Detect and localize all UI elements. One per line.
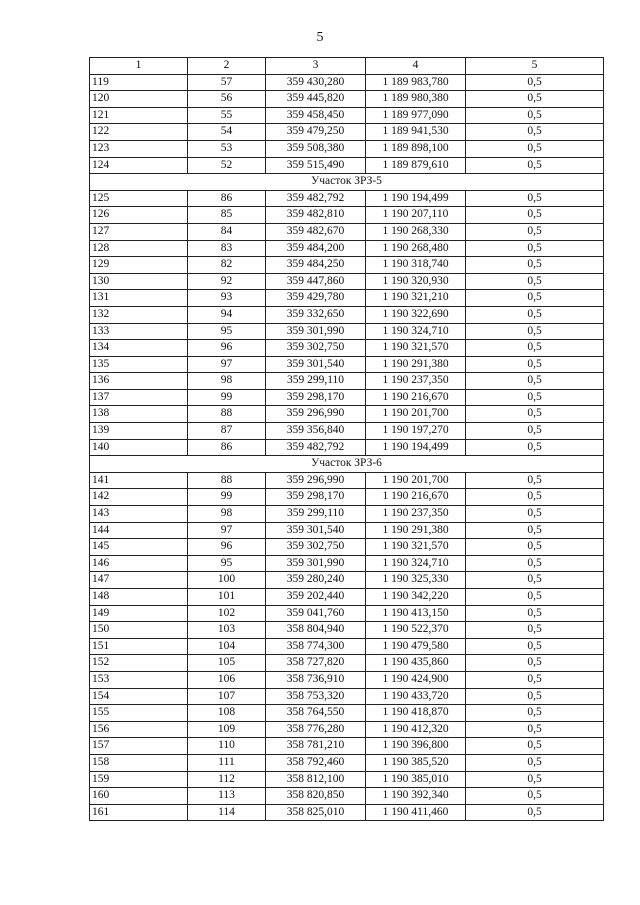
x-coordinate-cell: 359 302,750 (266, 340, 366, 357)
x-coordinate-cell: 359 298,170 (266, 389, 366, 406)
accuracy-cell: 0,5 (466, 124, 604, 141)
y-coordinate-cell: 1 190 237,350 (366, 506, 466, 523)
point-number-cell: 106 (188, 671, 266, 688)
y-coordinate-cell: 1 190 392,340 (366, 788, 466, 805)
point-number-cell: 82 (188, 257, 266, 274)
x-coordinate-cell: 359 296,990 (266, 406, 366, 423)
table-row (90, 671, 604, 688)
y-coordinate-cell: 1 190 411,460 (366, 804, 466, 821)
accuracy-cell: 0,5 (466, 705, 604, 722)
row-number-cell: 131 (90, 290, 188, 307)
x-coordinate-cell: 359 430,280 (266, 74, 366, 91)
table-row (90, 406, 604, 423)
x-coordinate-cell: 359 301,990 (266, 555, 366, 572)
point-number-cell: 109 (188, 721, 266, 738)
table-row (90, 754, 604, 771)
accuracy-cell: 0,5 (466, 240, 604, 257)
y-coordinate-cell: 1 190 216,670 (366, 489, 466, 506)
row-number-cell: 158 (90, 754, 188, 771)
point-number-cell: 95 (188, 555, 266, 572)
y-coordinate-cell: 1 190 201,700 (366, 406, 466, 423)
accuracy-cell: 0,5 (466, 506, 604, 523)
point-number-cell: 95 (188, 323, 266, 340)
row-number-cell: 151 (90, 638, 188, 655)
x-coordinate-cell: 359 482,792 (266, 190, 366, 207)
y-coordinate-cell: 1 190 291,380 (366, 522, 466, 539)
point-number-cell: 99 (188, 489, 266, 506)
x-coordinate-cell: 358 753,320 (266, 688, 366, 705)
accuracy-cell: 0,5 (466, 589, 604, 606)
table-row (90, 738, 604, 755)
row-number-cell: 145 (90, 539, 188, 556)
header-col-4: 4 (366, 58, 466, 75)
accuracy-cell: 0,5 (466, 472, 604, 489)
coordinates-table (89, 57, 604, 821)
table-row (90, 306, 604, 323)
row-number-cell: 135 (90, 356, 188, 373)
row-number-cell: 142 (90, 489, 188, 506)
accuracy-cell: 0,5 (466, 91, 604, 108)
point-number-cell: 86 (188, 439, 266, 456)
accuracy-cell: 0,5 (466, 671, 604, 688)
y-coordinate-cell: 1 189 898,100 (366, 140, 466, 157)
x-coordinate-cell: 359 280,240 (266, 572, 366, 589)
x-coordinate-cell: 359 458,450 (266, 107, 366, 124)
row-number-cell: 128 (90, 240, 188, 257)
accuracy-cell: 0,5 (466, 522, 604, 539)
table-row (90, 605, 604, 622)
x-coordinate-cell: 359 429,780 (266, 290, 366, 307)
row-number-cell: 134 (90, 340, 188, 357)
point-number-cell: 53 (188, 140, 266, 157)
y-coordinate-cell: 1 190 324,710 (366, 555, 466, 572)
table-row (90, 323, 604, 340)
y-coordinate-cell: 1 190 479,580 (366, 638, 466, 655)
table-header (90, 58, 604, 75)
point-number-cell: 83 (188, 240, 266, 257)
x-coordinate-cell: 359 515,490 (266, 157, 366, 174)
y-coordinate-cell: 1 190 320,930 (366, 273, 466, 290)
x-coordinate-cell: 359 296,990 (266, 472, 366, 489)
point-number-cell: 98 (188, 506, 266, 523)
y-coordinate-cell: 1 190 396,800 (366, 738, 466, 755)
accuracy-cell: 0,5 (466, 638, 604, 655)
point-number-cell: 112 (188, 771, 266, 788)
y-coordinate-cell: 1 190 201,700 (366, 472, 466, 489)
accuracy-cell: 0,5 (466, 406, 604, 423)
accuracy-cell: 0,5 (466, 804, 604, 821)
y-coordinate-cell: 1 190 291,380 (366, 356, 466, 373)
table-row (90, 555, 604, 572)
table-row (90, 655, 604, 672)
accuracy-cell: 0,5 (466, 323, 604, 340)
point-number-cell: 57 (188, 74, 266, 91)
x-coordinate-cell: 359 302,750 (266, 539, 366, 556)
row-number-cell: 139 (90, 423, 188, 440)
point-number-cell: 111 (188, 754, 266, 771)
y-coordinate-cell: 1 190 412,320 (366, 721, 466, 738)
point-number-cell: 103 (188, 622, 266, 639)
row-number-cell: 122 (90, 124, 188, 141)
x-coordinate-cell: 359 298,170 (266, 489, 366, 506)
row-number-cell: 137 (90, 389, 188, 406)
y-coordinate-cell: 1 190 418,870 (366, 705, 466, 722)
y-coordinate-cell: 1 190 322,690 (366, 306, 466, 323)
table-row (90, 124, 604, 141)
accuracy-cell: 0,5 (466, 738, 604, 755)
table-row (90, 389, 604, 406)
row-number-cell: 146 (90, 555, 188, 572)
row-number-cell: 138 (90, 406, 188, 423)
y-coordinate-cell: 1 189 980,380 (366, 91, 466, 108)
point-number-cell: 85 (188, 207, 266, 224)
row-number-cell: 148 (90, 589, 188, 606)
y-coordinate-cell: 1 190 433,720 (366, 688, 466, 705)
point-number-cell: 92 (188, 273, 266, 290)
y-coordinate-cell: 1 190 424,900 (366, 671, 466, 688)
table-row (90, 721, 604, 738)
x-coordinate-cell: 358 825,010 (266, 804, 366, 821)
accuracy-cell: 0,5 (466, 223, 604, 240)
x-coordinate-cell: 359 041,760 (266, 605, 366, 622)
x-coordinate-cell: 358 812,100 (266, 771, 366, 788)
row-number-cell: 123 (90, 140, 188, 157)
table-row (90, 589, 604, 606)
y-coordinate-cell: 1 190 321,570 (366, 539, 466, 556)
table-row (90, 207, 604, 224)
table-row (90, 373, 604, 390)
accuracy-cell: 0,5 (466, 423, 604, 440)
accuracy-cell: 0,5 (466, 257, 604, 274)
accuracy-cell: 0,5 (466, 754, 604, 771)
row-number-cell: 153 (90, 671, 188, 688)
x-coordinate-cell: 358 820,850 (266, 788, 366, 805)
x-coordinate-cell: 359 202,440 (266, 589, 366, 606)
section-title: Участок ЗРЗ-6 (90, 456, 604, 473)
accuracy-cell: 0,5 (466, 140, 604, 157)
y-coordinate-cell: 1 190 318,740 (366, 257, 466, 274)
table-row (90, 107, 604, 124)
point-number-cell: 93 (188, 290, 266, 307)
x-coordinate-cell: 359 482,792 (266, 439, 366, 456)
accuracy-cell: 0,5 (466, 605, 604, 622)
x-coordinate-cell: 359 482,670 (266, 223, 366, 240)
x-coordinate-cell: 358 736,910 (266, 671, 366, 688)
accuracy-cell: 0,5 (466, 622, 604, 639)
point-number-cell: 107 (188, 688, 266, 705)
point-number-cell: 113 (188, 788, 266, 805)
table-row (90, 290, 604, 307)
y-coordinate-cell: 1 190 207,110 (366, 207, 466, 224)
table-row (90, 140, 604, 157)
row-number-cell: 126 (90, 207, 188, 224)
accuracy-cell: 0,5 (466, 771, 604, 788)
point-number-cell: 54 (188, 124, 266, 141)
accuracy-cell: 0,5 (466, 373, 604, 390)
accuracy-cell: 0,5 (466, 721, 604, 738)
table-row (90, 506, 604, 523)
x-coordinate-cell: 359 301,540 (266, 522, 366, 539)
x-coordinate-cell: 358 774,300 (266, 638, 366, 655)
x-coordinate-cell: 359 479,250 (266, 124, 366, 141)
accuracy-cell: 0,5 (466, 555, 604, 572)
table-row (90, 771, 604, 788)
point-number-cell: 96 (188, 539, 266, 556)
table-row (90, 190, 604, 207)
x-coordinate-cell: 359 299,110 (266, 373, 366, 390)
y-coordinate-cell: 1 190 197,270 (366, 423, 466, 440)
accuracy-cell: 0,5 (466, 340, 604, 357)
point-number-cell: 88 (188, 406, 266, 423)
row-number-cell: 156 (90, 721, 188, 738)
point-number-cell: 105 (188, 655, 266, 672)
y-coordinate-cell: 1 190 413,150 (366, 605, 466, 622)
x-coordinate-cell: 358 727,820 (266, 655, 366, 672)
accuracy-cell: 0,5 (466, 273, 604, 290)
y-coordinate-cell: 1 190 194,499 (366, 439, 466, 456)
row-number-cell: 127 (90, 223, 188, 240)
x-coordinate-cell: 359 445,820 (266, 91, 366, 108)
point-number-cell: 52 (188, 157, 266, 174)
table-row (90, 257, 604, 274)
y-coordinate-cell: 1 190 237,350 (366, 373, 466, 390)
accuracy-cell: 0,5 (466, 489, 604, 506)
accuracy-cell: 0,5 (466, 389, 604, 406)
accuracy-cell: 0,5 (466, 655, 604, 672)
y-coordinate-cell: 1 189 879,610 (366, 157, 466, 174)
row-number-cell: 124 (90, 157, 188, 174)
accuracy-cell: 0,5 (466, 190, 604, 207)
accuracy-cell: 0,5 (466, 539, 604, 556)
x-coordinate-cell: 359 356,840 (266, 423, 366, 440)
table-row (90, 688, 604, 705)
row-number-cell: 125 (90, 190, 188, 207)
section-row (90, 456, 604, 473)
table-row (90, 472, 604, 489)
row-number-cell: 133 (90, 323, 188, 340)
x-coordinate-cell: 358 776,280 (266, 721, 366, 738)
row-number-cell: 144 (90, 522, 188, 539)
table-row (90, 240, 604, 257)
accuracy-cell: 0,5 (466, 157, 604, 174)
x-coordinate-cell: 359 508,380 (266, 140, 366, 157)
y-coordinate-cell: 1 190 325,330 (366, 572, 466, 589)
row-number-cell: 136 (90, 373, 188, 390)
x-coordinate-cell: 359 484,200 (266, 240, 366, 257)
table-row (90, 273, 604, 290)
x-coordinate-cell: 359 332,650 (266, 306, 366, 323)
point-number-cell: 97 (188, 356, 266, 373)
y-coordinate-cell: 1 189 941,530 (366, 124, 466, 141)
table-row (90, 91, 604, 108)
row-number-cell: 157 (90, 738, 188, 755)
row-number-cell: 143 (90, 506, 188, 523)
point-number-cell: 104 (188, 638, 266, 655)
header-col-1: 1 (90, 58, 188, 75)
x-coordinate-cell: 359 482,810 (266, 207, 366, 224)
table-row (90, 340, 604, 357)
point-number-cell: 108 (188, 705, 266, 722)
row-number-cell: 120 (90, 91, 188, 108)
table-row (90, 572, 604, 589)
point-number-cell: 99 (188, 389, 266, 406)
row-number-cell: 141 (90, 472, 188, 489)
section-row (90, 174, 604, 191)
y-coordinate-cell: 1 190 522,370 (366, 622, 466, 639)
accuracy-cell: 0,5 (466, 788, 604, 805)
x-coordinate-cell: 358 781,210 (266, 738, 366, 755)
header-col-2: 2 (188, 58, 266, 75)
table-row (90, 423, 604, 440)
y-coordinate-cell: 1 190 321,210 (366, 290, 466, 307)
table-row (90, 788, 604, 805)
accuracy-cell: 0,5 (466, 306, 604, 323)
header-col-5: 5 (466, 58, 604, 75)
y-coordinate-cell: 1 190 435,860 (366, 655, 466, 672)
point-number-cell: 96 (188, 340, 266, 357)
y-coordinate-cell: 1 189 977,090 (366, 107, 466, 124)
x-coordinate-cell: 359 484,250 (266, 257, 366, 274)
point-number-cell: 56 (188, 91, 266, 108)
table-row (90, 622, 604, 639)
accuracy-cell: 0,5 (466, 207, 604, 224)
x-coordinate-cell: 358 764,550 (266, 705, 366, 722)
table-row (90, 638, 604, 655)
y-coordinate-cell: 1 190 268,480 (366, 240, 466, 257)
y-coordinate-cell: 1 190 321,570 (366, 340, 466, 357)
accuracy-cell: 0,5 (466, 290, 604, 307)
y-coordinate-cell: 1 190 324,710 (366, 323, 466, 340)
table-row (90, 439, 604, 456)
accuracy-cell: 0,5 (466, 688, 604, 705)
header-col-3: 3 (266, 58, 366, 75)
y-coordinate-cell: 1 190 342,220 (366, 589, 466, 606)
row-number-cell: 149 (90, 605, 188, 622)
row-number-cell: 121 (90, 107, 188, 124)
accuracy-cell: 0,5 (466, 572, 604, 589)
point-number-cell: 87 (188, 423, 266, 440)
row-number-cell: 119 (90, 74, 188, 91)
row-number-cell: 147 (90, 572, 188, 589)
table-row (90, 705, 604, 722)
y-coordinate-cell: 1 190 385,010 (366, 771, 466, 788)
accuracy-cell: 0,5 (466, 356, 604, 373)
y-coordinate-cell: 1 190 268,330 (366, 223, 466, 240)
accuracy-cell: 0,5 (466, 74, 604, 91)
x-coordinate-cell: 358 792,460 (266, 754, 366, 771)
row-number-cell: 140 (90, 439, 188, 456)
row-number-cell: 129 (90, 257, 188, 274)
point-number-cell: 114 (188, 804, 266, 821)
header-row (90, 58, 604, 75)
x-coordinate-cell: 359 301,990 (266, 323, 366, 340)
row-number-cell: 155 (90, 705, 188, 722)
point-number-cell: 86 (188, 190, 266, 207)
row-number-cell: 150 (90, 622, 188, 639)
accuracy-cell: 0,5 (466, 107, 604, 124)
table-row (90, 539, 604, 556)
x-coordinate-cell: 359 301,540 (266, 356, 366, 373)
table-row (90, 223, 604, 240)
row-number-cell: 154 (90, 688, 188, 705)
row-number-cell: 160 (90, 788, 188, 805)
row-number-cell: 159 (90, 771, 188, 788)
point-number-cell: 84 (188, 223, 266, 240)
point-number-cell: 100 (188, 572, 266, 589)
row-number-cell: 132 (90, 306, 188, 323)
page-number: 5 (316, 30, 324, 45)
table-row (90, 804, 604, 821)
point-number-cell: 88 (188, 472, 266, 489)
x-coordinate-cell: 358 804,940 (266, 622, 366, 639)
y-coordinate-cell: 1 190 385,520 (366, 754, 466, 771)
accuracy-cell: 0,5 (466, 439, 604, 456)
point-number-cell: 97 (188, 522, 266, 539)
table-row (90, 74, 604, 91)
y-coordinate-cell: 1 189 983,780 (366, 74, 466, 91)
table-row (90, 522, 604, 539)
point-number-cell: 94 (188, 306, 266, 323)
row-number-cell: 161 (90, 804, 188, 821)
table-row (90, 157, 604, 174)
point-number-cell: 101 (188, 589, 266, 606)
x-coordinate-cell: 359 299,110 (266, 506, 366, 523)
point-number-cell: 110 (188, 738, 266, 755)
y-coordinate-cell: 1 190 194,499 (366, 190, 466, 207)
x-coordinate-cell: 359 447,860 (266, 273, 366, 290)
table-body (90, 74, 604, 821)
y-coordinate-cell: 1 190 216,670 (366, 389, 466, 406)
table-row (90, 489, 604, 506)
point-number-cell: 102 (188, 605, 266, 622)
table-row (90, 356, 604, 373)
point-number-cell: 98 (188, 373, 266, 390)
row-number-cell: 152 (90, 655, 188, 672)
section-title: Участок ЗРЗ-5 (90, 174, 604, 191)
row-number-cell: 130 (90, 273, 188, 290)
point-number-cell: 55 (188, 107, 266, 124)
